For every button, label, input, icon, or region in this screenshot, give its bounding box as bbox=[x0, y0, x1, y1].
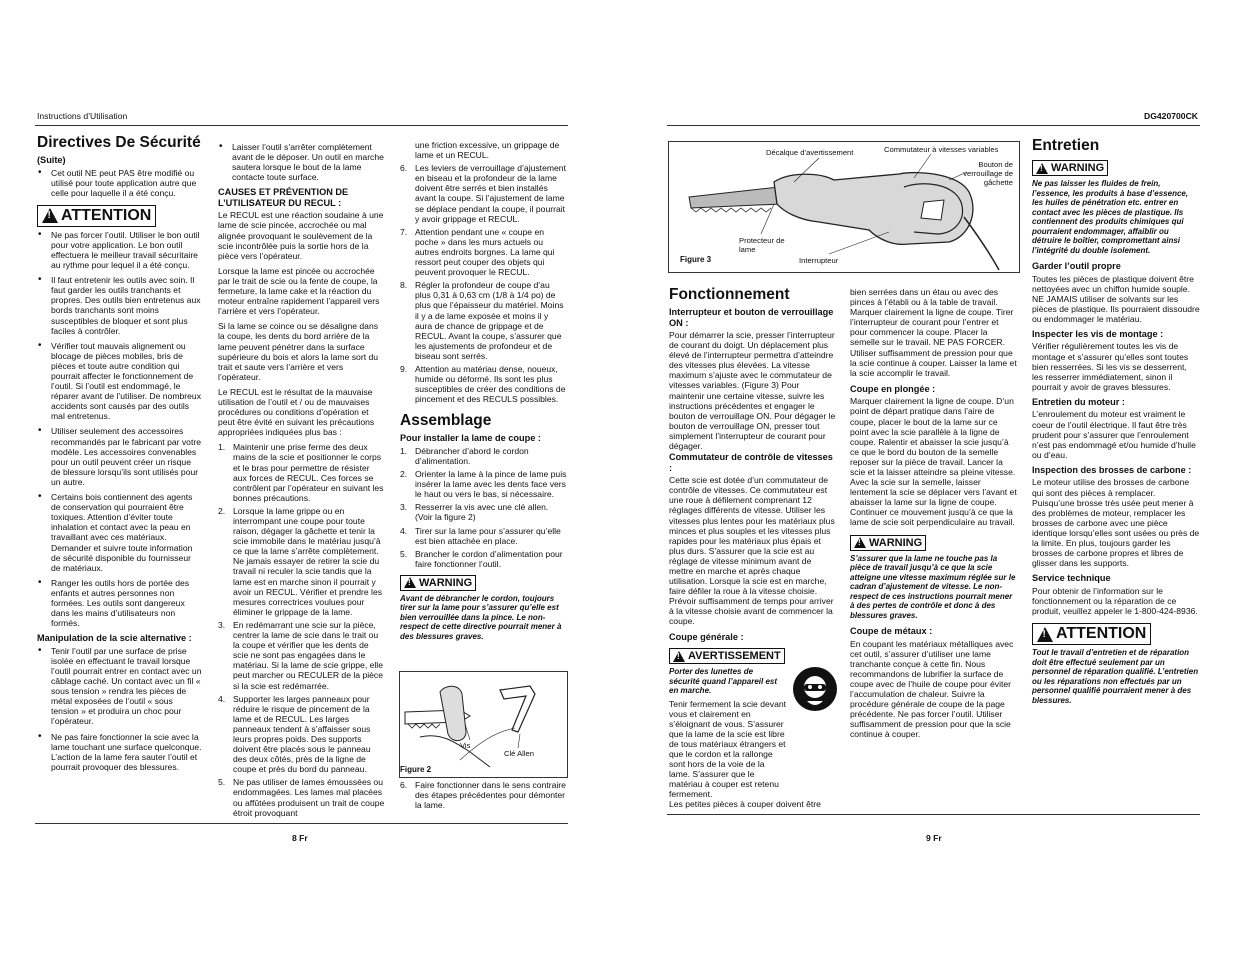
list-item: • Ne pas faire fonctionner la scie avec la lame touchant une surface quelconque. L’action de la lame fera sauter l’outil et pourrait provoquer des blessures. bbox=[51, 732, 202, 772]
warning-text: Avant de débrancher le cordon, toujours tirer sur la lame pour s’assurer qu’elle est bien verrouillée dans la pince. Le non-respect de cette directive pourrait mener à des blessures graves. bbox=[400, 593, 562, 641]
page9-col2 bbox=[850, 287, 1018, 745]
page-number-9: 9 Fr bbox=[926, 833, 942, 843]
paragraph: Le moteur utilise des brosses de carbone qui sont des pièces à remplacer. Puisqu’une brosse très usée peut mener à des problèmes de moteur, remplacer les brosses de carbone avec une pièce identique lorsqu’elles sont usées ou près de la limite. En plus, toujours garder les brosses de carbone propres et libres de glisser dans les supports. bbox=[1032, 477, 1200, 569]
list-item: • Ranger les outils hors de portée des enfants et autres personnes non formées. Les outils sont dangereux dans les mains d’utilisateurs non formés. bbox=[51, 578, 202, 628]
section-title-assemblage: Assemblage bbox=[400, 412, 492, 430]
warning-triangle-icon bbox=[404, 577, 416, 588]
page8-col3 bbox=[400, 140, 567, 647]
warning-text: Ne pas laisser les fluides de frein, l’essence, les produits à base d’essence, les huiles de pénétration etc. entrer en contact avec les pièces de plastique. Ils contiennent des produits chimiques qui pourraient endommager, affaiblir ou détruire le boîtier, compromettant ainsi l’intégrité du double isolement. bbox=[1032, 179, 1189, 255]
footer-rule-left bbox=[35, 823, 568, 824]
list-item: 6. Les leviers de verrouillage d’ajustement en biseau et la profondeur de la lame doivent être serrés et bien installés avant la coupe. Si l’ajustement de lame se déplace pendant la coupe, il pourrait y avoir grippage et RECUL. bbox=[400, 163, 566, 224]
figure-label-interrupteur: Interrupteur bbox=[799, 256, 839, 265]
list-item: • Utiliser seulement des accessoires recommandés par le fabricant par votre modèle. Les accessoires convenables pour un outil peuvent créer un risque de blessure lorsqu’ils sont utilisés pour un autre. bbox=[51, 426, 202, 487]
figure-label-bouton: Bouton de verrouillage de gâchette bbox=[963, 160, 1013, 187]
heading-metaux: Coupe de métaux : bbox=[850, 626, 933, 637]
list-item: • Tenir l’outil par une surface de prise isolée en effectuant le travail lorsque l’outil pourrait entrer en contact avec un câblage caché. Un contact avec un fil « sous tension » rendra les pièces de métal exposées de l’outil « sous tension » et produira un choc pour l’opérateur. bbox=[51, 646, 202, 727]
list-item: 2. Orienter la lame à la pince de lame puis insérer la lame avec les dents face vers le haut ou vers le bas, si nécessaire. bbox=[400, 469, 567, 500]
heading-moteur: Entretien du moteur : bbox=[1032, 396, 1125, 407]
list-item: 5. Ne pas utiliser de lames émoussées ou endommagées. Les lames mal placées ou affûtées produisent un trait de coupe étroit provoquant bbox=[218, 777, 385, 818]
page8-col1 bbox=[37, 134, 202, 777]
list-item: • Cet outil NE peut PAS être modifié ou utilisé pour toute application autre que celle pour laquelle il a été conçu. bbox=[51, 168, 202, 198]
paragraph: Marquer clairement la ligne de coupe. D’un point de départ pratique dans l’aire de coupe, placer le bout de la lame sur ce point avec la scie parallèle à la ligne de coupe. Ralentir et abaisser la scie jusqu’à ce que le bord du bouton de la semelle reposer sur la pièce de travail. Lancer la scie et la laisser atteindre sa pleine vitesse. Avec la scie sur la semelle, laisser lentement la scie se déplacer vers l’avant et abaisser la lame sur la ligne de coupe. Continuer ce mouvement jusqu’à ce que la lame de scie soit perpendiculaire au travail. bbox=[850, 396, 1017, 528]
heading-coupe-generale: Coupe générale : bbox=[669, 631, 744, 642]
page-number-8: 8 Fr bbox=[292, 833, 308, 843]
avertissement-label: AVERTISSEMENT bbox=[688, 650, 781, 663]
figure-2-caption: Figure 2 bbox=[400, 765, 432, 774]
paragraph: Si la lame se coince ou se désaligne dans la coupe, les dents du bord arrière de la lame peuvent pénétrer dans la surface supérieure du bois et alors la lame sort du trait et saute vers l’arrière et vers l’opérateur. bbox=[218, 321, 379, 382]
heading-garder: Garder l’outil propre bbox=[1032, 261, 1121, 271]
heading-install: Pour installer la lame de coupe : bbox=[400, 433, 541, 444]
avertissement-box bbox=[669, 648, 785, 664]
figure-label-cle-allen: Clé Allen bbox=[504, 749, 534, 758]
heading-interrupteur: Interrupteur et bouton de verrouillage ON : bbox=[669, 307, 834, 328]
list-item: • Vérifier tout mauvais alignement ou blocage de pièces mobiles, bris de pièces et toute autre condition qui pourrait affecter le fonctionnement de l’outil. Si l’outil est endommagé, le réparer avant de l’utiliser. De nombreux accidents sont causés par des outils mal entretenus. bbox=[51, 341, 202, 422]
paragraph: Toutes les pièces de plastique doivent être nettoyées avec un chiffon humide souple. NE JAMAIS utiliser de solvants sur les pièces de plastique. Ils pourraient dissoudre ou endommager le matériau. bbox=[1032, 273, 1200, 324]
header-left: Instructions d’Utilisation bbox=[37, 111, 128, 121]
figure-2 bbox=[399, 671, 568, 778]
warning-label: WARNING bbox=[869, 536, 923, 549]
paragraph: Le RECUL est une réaction soudaine à une lame de scie pincée, accrochée ou mal alignée provoquant le soulèvement de la scie incontrôlée puis la sortie hors de la pièce vers l’opérateur. bbox=[218, 210, 384, 261]
page9-col1 bbox=[669, 286, 837, 815]
heading-plongee: Coupe en plongée : bbox=[850, 383, 936, 394]
heading-service: Service technique bbox=[1032, 573, 1111, 584]
warning-triangle-icon bbox=[1036, 163, 1048, 174]
heading-brosses: Inspection des brosses de carbone : bbox=[1032, 464, 1192, 475]
paragraph: Tenir fermement la scie devant vous et clairement en s’éloignant de vous. S’assurer que la lame de la scie est libre de tous matériaux étrangers et que le cordon et la rallonge sont hors de la voie de la lame. S’assurer que le matériau à couper est retenu fermement. bbox=[669, 698, 787, 800]
safety-goggles-icon bbox=[793, 667, 837, 711]
paragraph: Les petites pièces à couper doivent être bbox=[669, 799, 821, 810]
warning-triangle-icon bbox=[673, 651, 685, 662]
figure-label-vis: Vis bbox=[460, 741, 471, 750]
list-item: 3. Resserrer la vis avec une clé allen. (Voir la figure 2) bbox=[400, 502, 549, 523]
paragraph: Vérifier régulièrement toutes les vis de montage et s’assurer qu’elles sont toutes bien resserrées. Si les vis se desserrent, les resserrer immédiatement, sinon il pourrait y avoir de graves blessures. bbox=[1032, 341, 1189, 392]
list-item: 6. Faire fonctionner dans le sens contraire des étapes précédentes pour démonter la lame. bbox=[400, 780, 566, 811]
attention-label: ATTENTION bbox=[1056, 625, 1147, 643]
figure-3 bbox=[668, 141, 1020, 273]
section-title-directives: Directives De Sécurité bbox=[37, 134, 201, 151]
section-title-entretien: Entretien bbox=[1032, 137, 1100, 154]
list-item: • Certains bois contiennent des agents de conservation qui pourraient être toxiques. Attention d’éviter toute inhalation et contact avec la peau en travaillant avec ces matériaux. Demander et suivre toute information de sécurité disponible du fournisseur de matériaux. bbox=[51, 492, 202, 573]
list-item: 5. Brancher le cordon d’alimentation pour faire fonctionner l’outil. bbox=[400, 548, 563, 569]
warning-label: WARNING bbox=[1051, 162, 1105, 174]
paragraph: Cette scie est dotée d’un commutateur de contrôle de vitesses. Ce commutateur est une roue à défilement comprenant 12 réglages différents de vitesse. Utiliser les vitesses plus lentes pour les matériaux plus minces et plus souples et les vitesses plus rapides pour les matériaux plus épais et plus durs. S’assurer que la scie est au réglage de vitesse minimum avant de mettre en marche et après chaque utilisation. Lorsque la scie est en marche, faire défiler la roue à la vitesse choisie. Prévoir suffisamment de temps pour arriver à la vitesse choisie avant de commencer la coupe. bbox=[669, 475, 835, 627]
section-title-fonctionnement: Fonctionnement bbox=[669, 286, 790, 303]
attention-box bbox=[37, 205, 156, 227]
list-item: 1. Débrancher d’abord le cordon d’alimentation. bbox=[400, 445, 529, 466]
heading-commutateur: Commutateur de contrôle de vitesses : bbox=[669, 452, 833, 473]
heading-vis: Inspecter les vis de montage : bbox=[1032, 328, 1164, 339]
attention-text: Tout le travail d’entretien et de réparation doit être effectué seulement par un personnel de réparation qualifié. L’entretien ou les réparations non effectués par un personnel qualifié pourraient mener à des blessures. bbox=[1032, 648, 1199, 705]
figure-label-commutateur: Commutateur à vitesses variables bbox=[884, 145, 999, 154]
attention-label: ATTENTION bbox=[61, 206, 152, 224]
warning-triangle-icon bbox=[42, 208, 58, 223]
paragraph: Le RECUL est le résultat de la mauvaise utilisation de l’outil et / ou de mauvaises procédures ou conditions d’opération et peut être évité en suivant les précautions appropriées indiquées plus bas : bbox=[218, 386, 375, 438]
list-item: • Ne pas forcer l’outil. Utiliser le bon outil pour votre application. Le bon outil effectuera le meilleur travail sécuritaire au rythme pour lequel il a été conçu. bbox=[51, 230, 202, 270]
figure-3-caption: Figure 3 bbox=[680, 255, 712, 264]
warning-triangle-icon bbox=[1037, 627, 1053, 642]
page8-col2 bbox=[218, 142, 385, 822]
list-item: 4. Supporter les larges panneaux pour réduire le risque de pincement de la lame et de RECUL. Les larges panneaux tendent à s’affaisser sous leurs propres poids. Des supports doivent être placés sous le panneau des deux côtés, près de la ligne de coupe et près du bord du panneau. bbox=[218, 693, 371, 775]
figure-label-protecteur: Protecteur de lame bbox=[739, 236, 785, 254]
paragraph: En coupant les matériaux métalliques avec cet outil, s’assurer d’utiliser une lame tranchante conçue à cette fin. Nous recommandons de lubrifier la surface de coupe avec de l’huile de coupe pour éviter l’accumulation de chaleur. Suivre la procédure générale de coupe de la page précédente. Ne pas forcer l’outil. Utiliser suffisamment de pression pour que la scie continue à couper. bbox=[850, 638, 1014, 740]
page9-col3 bbox=[1032, 137, 1200, 711]
paragraph: Pour démarrer la scie, presser l’interrupteur de courant du doigt. Un déplacement plus élevé de l’interrupteur permettra d’atteindre des vitesses plus élevées. La vitesse maximum s’ajuste avec le commutateur de vitesses variables. (Figure 3) Pour maintenir une certaine vitesse, suivre les instructions précédentes et engager le bouton de verrouillage ON. Pour dégager le bouton de verrouillage ON, presser tout simplement l’interrupteur de courant pour dégager. bbox=[669, 330, 836, 452]
list-item: • Il faut entretenir les outils avec soin. Il faut garder les outils tranchants et propres. Des outils bien entretenus aux bords tranchants sont moins susceptibles de bloquer et sont plus faciles à contrôler. bbox=[51, 275, 202, 336]
attention-box bbox=[1032, 623, 1151, 645]
figure-label-decalque: Décalque d’avertissement bbox=[766, 148, 854, 157]
paragraph: L’enroulement du moteur est vraiment le coeur de l’outil électrique. Il faut être très prudent pour s’assurer que l’enroulement n’est pas endommagé et/ou humide d’huile ou d’eau. bbox=[1032, 409, 1196, 460]
paragraph: Pour obtenir de l’information sur le fonctionnement ou la réparation de ce produit, veuillez appeler le 1-800-424-8936. bbox=[1032, 585, 1198, 616]
warning-box bbox=[400, 575, 476, 591]
warning-box bbox=[850, 535, 926, 551]
heading-manipulation: Manipulation de la scie alternative : bbox=[37, 633, 192, 644]
list-item: 3. En redémarrant une scie sur la pièce, centrer la lame de scie dans le trait ou la coupe et vérifier que les dents de scie ne sont pas engagées dans le matériau. Si la lame de scie grippe, elle peut marcher ou RECULER de la pièce si la scie est redémarrée. bbox=[218, 619, 383, 691]
avertissement-text: Porter des lunettes de sécurité quand l’appareil est en marche. bbox=[669, 667, 778, 696]
list-item: 8. Régler la profondeur de coupe d’au plus 0,31 à 0,63 cm (1/8 à 1/4 po) de plus que l’épaisseur du matériel. Moins il y a de lame exposée et moins il y aura de chance de grippage et de RECUL. Avant la coupe, s’assurer que les ajustements de profondeur et de biseau sont serrés. bbox=[400, 280, 564, 361]
list-item: 1. Maintenir une prise ferme des deux mains de la scie et positionner le corps et le bras pour permettre de résister aux forces de RECUL. Ces forces se contrôlent par l’opérateur en suivant les bonnes précautions. bbox=[218, 442, 384, 503]
paragraph: bien serrées dans un étau ou avec des pinces à l’établi ou à la table de travail. Marquer clairement la ligne de coupe. Tirer l’interrupteur de courant pour l’entrer et pour commencer la coupe. Placer la semelle sur le travail. NE PAS FORCER. Utiliser suffisamment de pression pour que la scie continue à couper. Laisser la lame et la scie accomplir le travail. bbox=[850, 287, 1017, 378]
header-model: DG420700CK bbox=[1144, 111, 1198, 121]
warning-triangle-icon bbox=[854, 537, 866, 548]
list-item: 4. Tirer sur la lame pour s’assurer qu’elle est bien attachée en place. bbox=[400, 525, 561, 546]
header-rule-left bbox=[35, 125, 568, 126]
warning-box bbox=[1032, 160, 1108, 176]
warning-text: S’assurer que la lame ne touche pas la pièce de travail jusqu’à ce que la scie atteigne une vitesse maximum réglée sur le cadran d’ajustement de vitesse. Le non-respect de ces instructions pourrait mener à des pertes de contrôle et donc à des blessures graves. bbox=[850, 553, 1016, 620]
blade-clamp-illustration bbox=[400, 672, 567, 777]
list-item: 2. Lorsque la lame grippe ou en interrompant une coupe pour toute raison, dégager la gâchette et tenir la scie immobile dans le matériau jusqu’à ce que la lame s’arrête complètement. Ne jamais essayer de retirer la scie du travail ni reculer la scie tandis que la lame est en marche sinon il pourrait y avoir un RECUL. Vérifier et prendre les mesures correctrices voulues pour éliminer le grippage de la lame. bbox=[218, 505, 383, 617]
header-rule-right bbox=[667, 125, 1200, 126]
paragraph: Lorsque la lame est pincée ou accrochée par le trait de scie ou la fente de coupe, la fermeture, la lame cake et la réaction du moteur entraîne rapidement l’appareil vers l’arrière et vers l’opérateur. bbox=[218, 265, 380, 317]
warning-label: WARNING bbox=[419, 576, 473, 589]
heading-causes-recul: CAUSES ET PRÉVENTION DE L’UTILISATEUR DU RECUL : bbox=[218, 187, 349, 208]
list-item: • Laisser l’outil s’arrêter complètement avant de le déposer. Un outil en marche sautera lorsque le bout de la lame contacte toute surface. bbox=[232, 142, 385, 182]
subtitle-suite: (Suite) bbox=[37, 155, 66, 165]
list-item: 7. Attention pendant une « coupe en poche » dans les murs actuels ou autres endroits borgnes. La lame qui ressort peut couper des objets qui peuvent provoquer le RECUL. bbox=[400, 226, 555, 278]
list-item: 9. Attention au matériau dense, noueux, humide ou déformé. Ils sont les plus susceptibles de créer des conditions de pincement et des RECULS possibles. bbox=[400, 363, 566, 405]
page8-col3-bottom bbox=[400, 780, 567, 814]
paragraph: une friction excessive, un grippage de lame et un RECUL. bbox=[415, 140, 560, 161]
